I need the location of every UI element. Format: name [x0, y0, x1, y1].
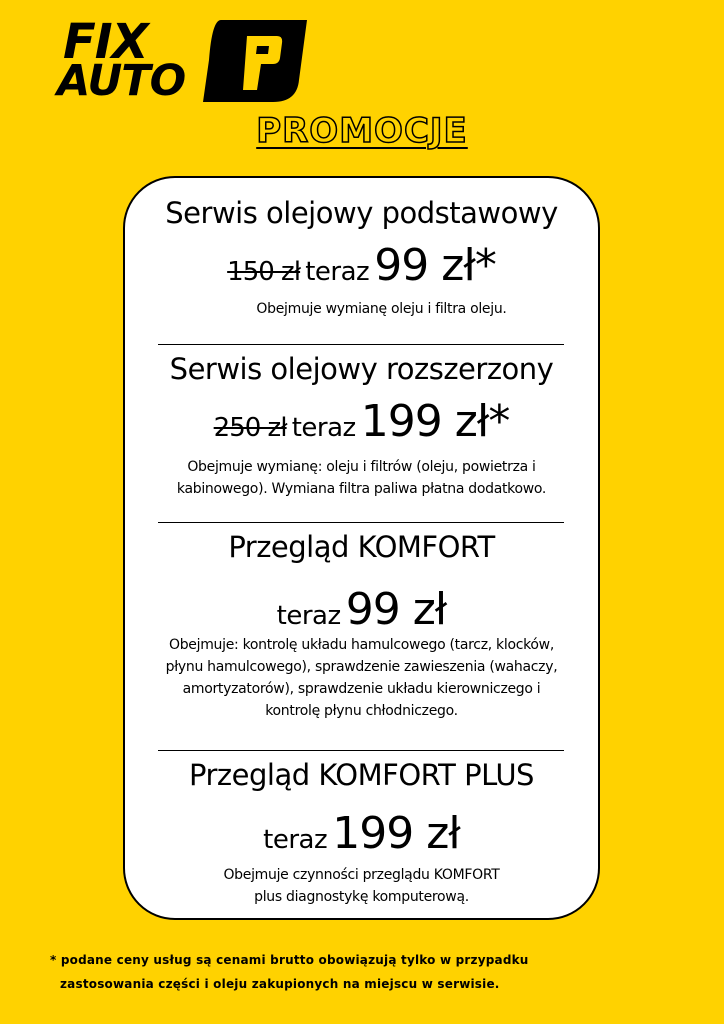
new-price: 99 zł: [345, 584, 447, 635]
description-line: amortyzatorów), sprawdzenie układu kierowniczego i: [182, 681, 541, 697]
description-line: Obejmuje wymianę oleju i filtra oleju.: [256, 301, 507, 317]
new-price: 199 zł*: [360, 396, 510, 447]
service-description: [125, 864, 598, 908]
teraz-label: teraz: [276, 601, 341, 631]
separator-line: [158, 344, 564, 345]
teraz-label: teraz: [291, 413, 356, 443]
price-line: [125, 808, 598, 859]
description-line: kontrolę płynu chłodniczego.: [265, 703, 458, 719]
description-line: płynu hamulcowego), sprawdzenie zawieszenia (wahaczy,: [165, 659, 558, 675]
price-line: [125, 240, 598, 291]
page-title: PROMOCJE: [256, 111, 468, 151]
price-line: [125, 584, 598, 635]
teraz-label: teraz: [263, 825, 328, 855]
description-line: Obejmuje: kontrolę układu hamulcowego (tarcz, klocków,: [169, 637, 554, 653]
footnote-line: * podane ceny usług są cenami brutto obowiązują tylko w przypadku: [50, 953, 529, 967]
service-name: Przegląd KOMFORT PLUS: [189, 758, 534, 792]
old-price: 250 zł: [213, 413, 287, 443]
description-line: Obejmuje wymianę: oleju i filtrów (oleju, powietrza i: [187, 459, 536, 475]
new-price: 199 zł: [332, 808, 460, 859]
description-line: plus diagnostykę komputerową.: [254, 889, 469, 905]
price-footnote: [50, 948, 690, 996]
service-name: Serwis olejowy rozszerzony: [169, 352, 554, 386]
description-line: kabinowego). Wymiana filtra paliwa płatna dodatkowo.: [176, 481, 547, 497]
logo-text-auto: AUTO: [57, 56, 186, 106]
price-line: [125, 396, 598, 447]
logo-text-fix: FIX: [63, 14, 148, 70]
fixauto-mark-icon: [203, 20, 307, 102]
separator-line: [158, 522, 564, 523]
new-price: 99 zł*: [374, 240, 496, 291]
service-description: [125, 634, 598, 722]
separator-line: [158, 750, 564, 751]
description-line: Obejmuje czynności przeglądu KOMFORT: [223, 867, 500, 883]
old-price: 150 zł: [227, 257, 301, 287]
teraz-label: teraz: [305, 257, 370, 287]
service-name: Serwis olejowy podstawowy: [165, 196, 558, 230]
service-description: [125, 456, 598, 500]
fixauto-logo: [55, 16, 310, 106]
promo-card: [123, 176, 600, 920]
service-description: [125, 298, 598, 320]
footnote-line: zastosowania części i oleju zakupionych na miejscu w serwisie.: [60, 977, 500, 991]
service-name: Przegląd KOMFORT: [228, 530, 495, 564]
